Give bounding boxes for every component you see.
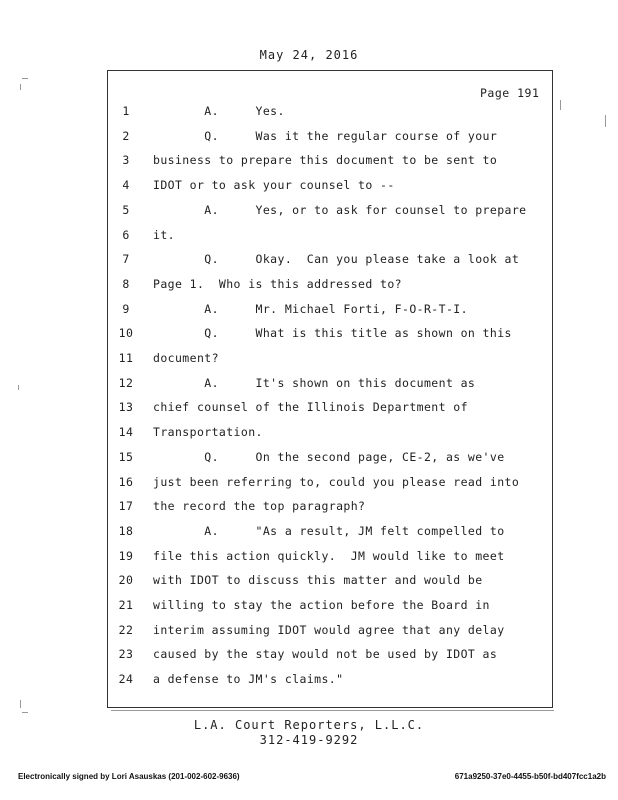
line-text: a defense to JM's claims." bbox=[153, 672, 344, 687]
page-number: Page 191 bbox=[480, 86, 540, 100]
line-text: Page 1. Who is this addressed to? bbox=[153, 276, 403, 291]
transcript-line bbox=[107, 129, 553, 149]
transcript-line bbox=[107, 400, 553, 420]
line-text: Q. Okay. Can you please take a look at bbox=[153, 252, 520, 267]
line-number: 1 bbox=[122, 104, 130, 118]
line-text: Q. On the second page, CE-2, as we've bbox=[153, 449, 505, 464]
electronic-signature-note: Electronically signed by Lori Asauskas (201-002-602-9636) bbox=[18, 772, 240, 781]
transcript-line bbox=[107, 647, 553, 667]
line-number: 20 bbox=[118, 573, 134, 588]
line-text: Q. What is this title as shown on this bbox=[153, 326, 512, 341]
line-number: 23 bbox=[118, 647, 134, 662]
frame-shadow bbox=[111, 707, 554, 711]
transcript-line bbox=[107, 524, 553, 544]
transcript-line bbox=[107, 178, 553, 198]
line-text: just been referring to, could you please read into bbox=[153, 474, 520, 489]
transcript-line bbox=[107, 228, 553, 248]
transcript-line bbox=[107, 104, 553, 124]
line-text: Transportation. bbox=[153, 425, 263, 440]
transcript-line bbox=[107, 450, 553, 470]
transcript-line bbox=[107, 672, 553, 692]
line-text: Q. Was it the regular course of your bbox=[153, 128, 498, 143]
line-number: 16 bbox=[118, 474, 134, 489]
line-number: 17 bbox=[118, 499, 134, 514]
line-text: A. Yes, or to ask for counsel to prepare bbox=[153, 202, 527, 217]
transcript-line bbox=[107, 326, 553, 346]
line-number: 15 bbox=[118, 449, 134, 464]
transcript-line bbox=[107, 277, 553, 297]
transcript-line bbox=[107, 376, 553, 396]
transcript-line bbox=[107, 203, 553, 223]
scan-mark bbox=[20, 700, 21, 708]
line-number: 19 bbox=[118, 548, 134, 563]
line-text: A. Yes. bbox=[153, 104, 285, 118]
line-number: 13 bbox=[118, 400, 134, 415]
line-text: IDOT or to ask your counsel to -- bbox=[153, 178, 395, 193]
line-text: A. Mr. Michael Forti, F-O-R-T-I. bbox=[153, 301, 468, 316]
line-text: chief counsel of the Illinois Department of bbox=[153, 400, 468, 415]
line-text: business to prepare this document to be sent to bbox=[153, 153, 498, 168]
line-text: document? bbox=[153, 351, 219, 365]
transcript-line bbox=[107, 598, 553, 618]
line-number: 14 bbox=[118, 425, 134, 440]
line-number: 8 bbox=[122, 276, 130, 291]
line-text: it. bbox=[153, 227, 175, 242]
line-number: 3 bbox=[122, 153, 130, 168]
line-text: interim assuming IDOT would agree that any delay bbox=[153, 622, 505, 637]
line-number: 6 bbox=[122, 227, 130, 242]
transcript-line bbox=[107, 623, 553, 643]
line-number: 2 bbox=[122, 128, 130, 143]
line-text: caused by the stay would not be used by IDOT as bbox=[153, 647, 498, 662]
transcript-line bbox=[107, 549, 553, 569]
transcript-line bbox=[107, 573, 553, 593]
line-number: 9 bbox=[122, 301, 130, 316]
line-number: 24 bbox=[118, 672, 134, 687]
scan-mark bbox=[22, 78, 28, 79]
transcript-line bbox=[107, 351, 553, 371]
line-number: 22 bbox=[118, 622, 134, 637]
line-text: with IDOT to discuss this matter and would be bbox=[153, 573, 483, 588]
line-text: A. It's shown on this document as bbox=[153, 375, 476, 390]
transcript-line bbox=[107, 499, 553, 519]
scan-mark bbox=[560, 100, 561, 110]
transcript-line bbox=[107, 153, 553, 173]
footer-reporter: L.A. Court Reporters, L.L.C. bbox=[193, 718, 425, 732]
scan-mark bbox=[18, 385, 19, 390]
line-number: 5 bbox=[122, 202, 130, 217]
scan-mark bbox=[605, 115, 606, 127]
line-text: willing to stay the action before the Board in bbox=[153, 598, 490, 612]
scan-mark bbox=[22, 712, 28, 713]
header-date: May 24, 2016 bbox=[259, 48, 359, 62]
line-text: file this action quickly. JM would like to meet bbox=[153, 548, 505, 563]
transcript-line bbox=[107, 302, 553, 322]
transcript-line bbox=[107, 475, 553, 495]
line-number: 21 bbox=[118, 598, 134, 612]
line-number: 11 bbox=[118, 351, 134, 365]
line-number: 12 bbox=[118, 375, 134, 390]
scan-mark bbox=[20, 84, 21, 90]
line-number: 4 bbox=[122, 178, 130, 193]
line-number: 7 bbox=[122, 252, 130, 267]
line-number: 18 bbox=[118, 523, 134, 538]
line-number: 10 bbox=[118, 326, 134, 341]
transcript-line bbox=[107, 425, 553, 445]
transcript-line bbox=[107, 252, 553, 272]
line-text: A. "As a result, JM felt compelled to bbox=[153, 523, 505, 538]
footer-phone: 312-419-9292 bbox=[259, 733, 359, 747]
line-text: the record the top paragraph? bbox=[153, 499, 366, 514]
document-id: 671a9250-37e0-4455-b50f-bd407fcc1a2b bbox=[454, 772, 606, 781]
